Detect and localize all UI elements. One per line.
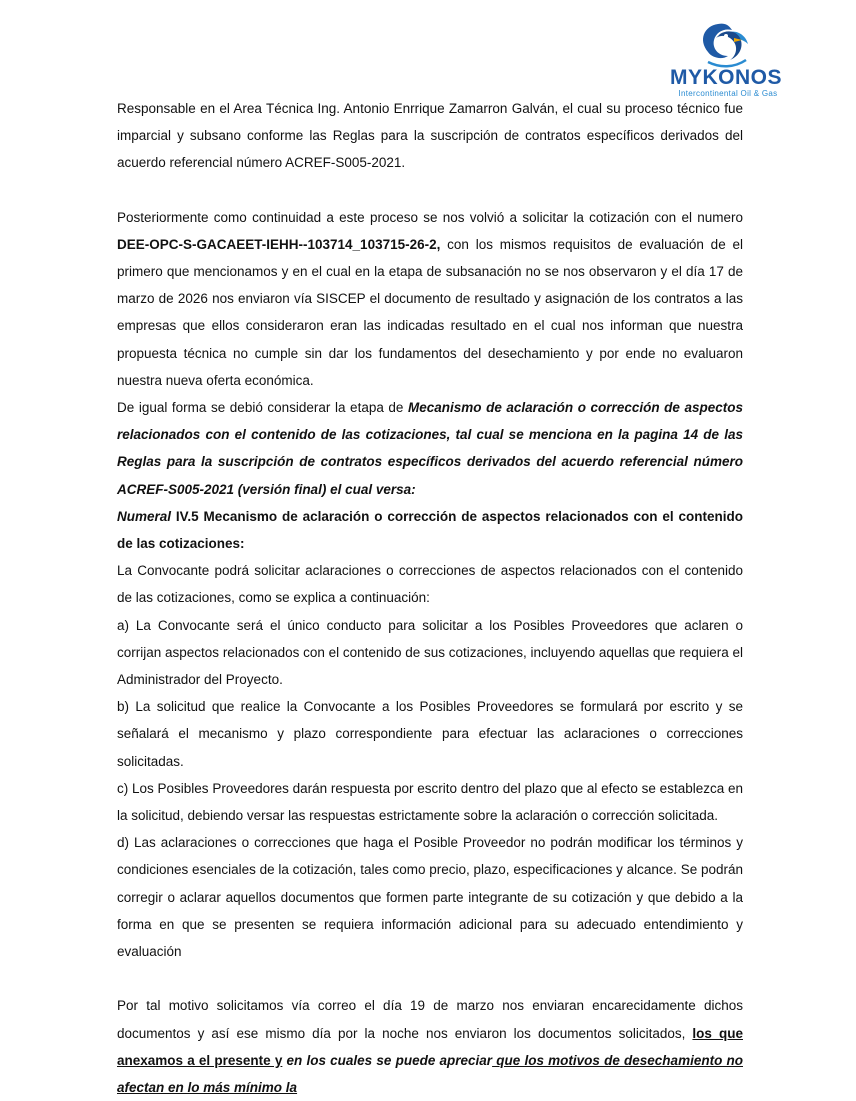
quotation-number: DEE-OPC-S-GACAEET-IEHH--103714_103715-26-2,	[117, 236, 441, 252]
list-item-b: b) La solicitud que realice la Convocante a los Posibles Proveedores se formulará por escrito y se señalará el mecanismo y plazo correspondiente para efectuar las aclaraciones o correcciones solicitadas.	[117, 699, 743, 769]
numeral-title: IV.5 Mecanismo de aclaración o corrección de aspectos relacionados con el contenido de las cotizaciones:	[117, 508, 743, 552]
list-item-a: a) La Convocante será el único conducto para solicitar a los Posibles Proveedores que aclaren o corrijan aspectos relacionados con el contenido de sus cotizaciones, incluyendo aquellas que requiera el Administrador del Proyecto.	[117, 617, 743, 688]
text-run: Por tal motivo solicitamos vía correo el día 19 de marzo nos enviaran encarecidamente dichos documentos y así ese mismo día por la noche nos enviaron los documentos solicitados,	[117, 998, 743, 1041]
numeral-heading	[117, 503, 743, 557]
list-item-c: c) Los Posibles Proveedores darán respuesta por escrito dentro del plazo que al efecto se establezca en la solicitud, debiendo versar las respuestas estrictamente sobre la aclaración o corrección solicitada.	[117, 780, 743, 824]
paragraph-responsable: Responsable en el Area Técnica Ing. Antonio Enrrique Zamarron Galván, el cual su proceso técnico fue imparcial y subsano conforme las Reglas para la suscripción de contratos específicos derivados del acuerdo referencial número ACREF-S005-2021.	[117, 101, 743, 171]
text-run: con los mismos requisitos de evaluación de el primero que mencionamos y en el cual en la etapa de subsanación no se nos observaron y el día 17 de marzo de 2026 nos enviaron vía SISCEP el documento de resultado y asignación de los contratos a las empresas que ellos consideraron eran las indicadas resultado en el cual nos informan que nuestra propuesta técnica no cumple sin dar los fundamentos del desechamiento y por ende no evaluaron nuestra nueva oferta económica.	[117, 236, 743, 388]
logo-name: MYKONOS	[670, 66, 783, 89]
text-run: Posteriormente como continuidad a este proceso se nos volvió a solicitar la cotización con el numero	[117, 209, 743, 225]
emphasis-text: Mecanismo de aclaración o corrección de aspectos relacionados con el contenido de las cotizaciones, tal cual se menciona en la pagina 14 de las Reglas para la suscripción de contratos específicos derivados del acuerdo referencial número ACREF-S005-2021 (versión final) el cual versa:	[117, 400, 743, 497]
text-run: De igual forma se debió considerar la etapa de	[117, 400, 408, 416]
numeral-label: Numeral	[117, 508, 172, 524]
bird-emblem-icon	[668, 18, 784, 70]
logo-subtitle: Intercontinental Oil & Gas	[678, 89, 778, 98]
paragraph-motivo	[117, 992, 743, 1101]
company-logo	[668, 18, 784, 98]
list-item-d: d) Las aclaraciones o correcciones que haga el Posible Proveedor no podrán modificar los términos y condiciones esenciales de la cotización, tales como precio, plazo, especificaciones y alcance. Se podrán corregir o aclarar aquellos documentos que formen parte integrante de su cotización y que debido a la forma en que se presenten se requiera información adicional para su adecuado entendimiento y evaluación	[117, 835, 743, 960]
document-body	[117, 95, 743, 1101]
emphasis-text: en los cuales se puede apreciar	[282, 1052, 493, 1068]
paragraph-mecanismo	[117, 394, 743, 503]
paragraph-convocante: La Convocante podrá solicitar aclaraciones o correcciones de aspectos relacionados con el contenido de las cotizaciones, como se explica a continuación:	[117, 563, 743, 606]
paragraph-cotizacion	[117, 204, 743, 394]
underlined-text: los que anexamos a el presente y	[117, 1025, 743, 1068]
underlined-emphasis: que los motivos de desechamiento no afectan en lo más mínimo la	[117, 1052, 743, 1095]
